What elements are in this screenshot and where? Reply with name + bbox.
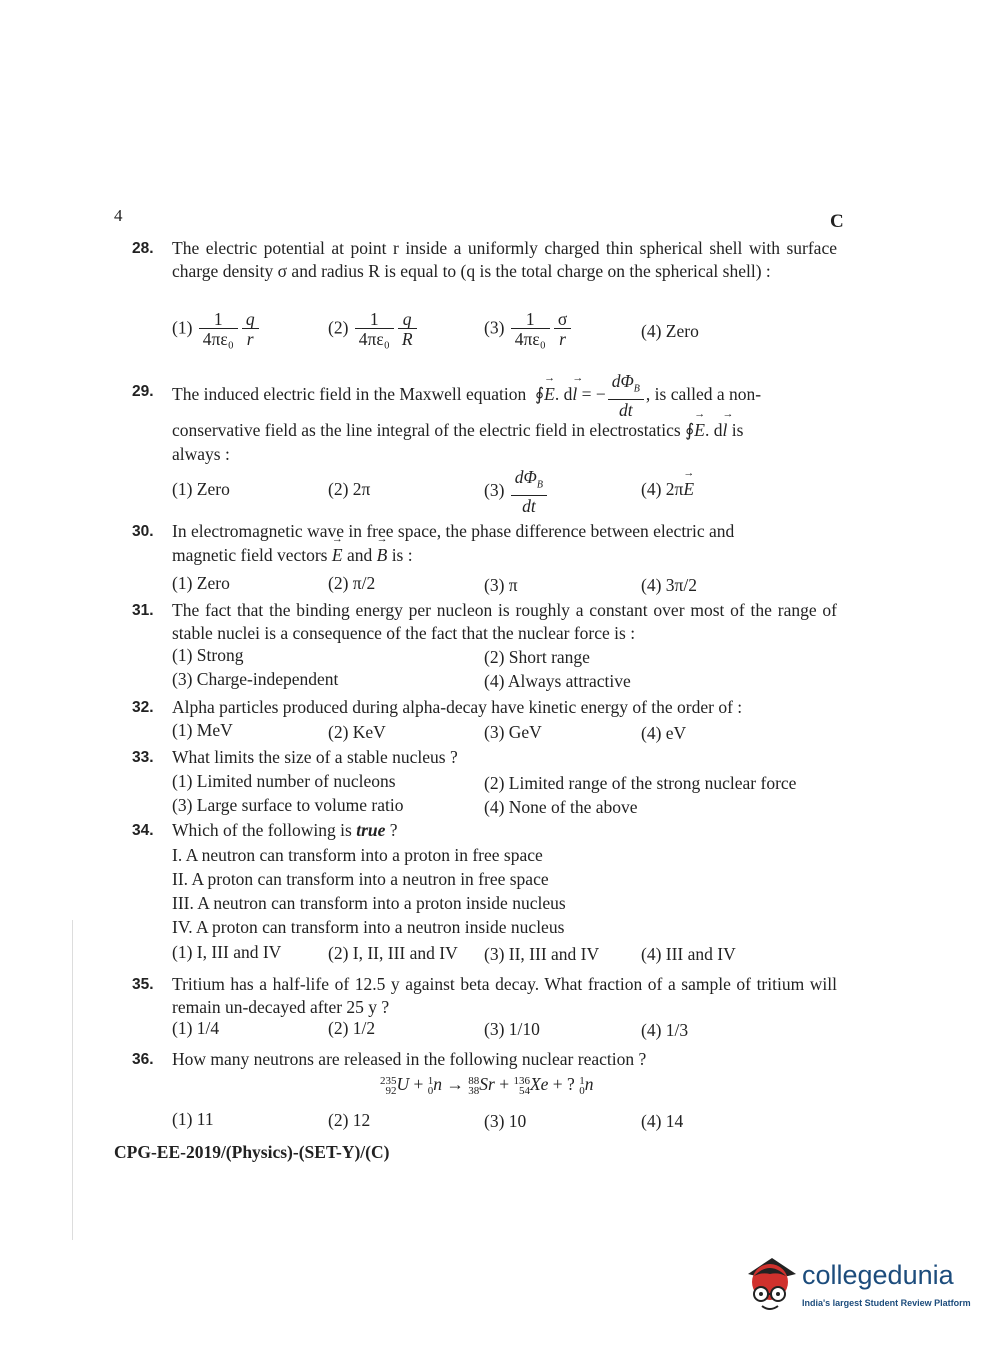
logo-name: collegedunia [802,1260,954,1290]
option-4: (4) None of the above [484,797,638,817]
logo-tagline: India's largest Student Review Platform [802,1298,971,1308]
option-4: (4) III and IV [641,944,736,964]
option-2: (2) 12 [328,1110,371,1130]
option-4: (4) eV [641,723,687,743]
question-text-line-2 [172,420,834,441]
fraction [554,310,571,349]
text: and [346,545,373,565]
nuclear-reaction-equation: 235 92U + 1 0n → 88 38Sr + 136 54Xe + ? 1 0n [380,1074,594,1097]
option-3: (3) 10 [484,1111,527,1131]
fraction [398,310,417,349]
option-4 [641,479,694,500]
vector-e: → E [683,479,694,500]
option-1: (1) 11 [172,1109,214,1129]
option-1: (1) Strong [172,645,244,665]
numerator: q [398,310,417,329]
option-1: (1) MeV [172,720,233,740]
question-32 [132,696,837,722]
fraction [199,310,238,349]
statement-4: IV. A proton can transform into a neutron inside nucleus [172,917,565,937]
option-2: (2) 1/2 [328,1018,376,1038]
question-text-line-3: always : [172,444,230,464]
emphasis: true [356,820,386,840]
text: The induced electric field in the Maxwell equation [172,383,527,404]
option-4: (4) 14 [641,1111,684,1131]
option-label: (3) [484,479,505,500]
option-1: (1) Limited number of nucleons [172,771,396,791]
question-text [172,819,837,842]
paper-code: CPG-EE-2019/(Physics)-(SET-Y)/(C) [114,1142,390,1162]
line-integral: ∮→ E. d→ l [685,420,727,440]
option-3 [484,468,549,516]
option-label: (2) [328,317,349,338]
option-3: (3) GeV [484,722,542,742]
fraction [511,310,550,349]
question-number: 35. [132,976,154,993]
margin-line [72,920,73,1240]
option-3: (3) II, III and IV [484,944,600,964]
text: magnetic field vectors [172,545,328,565]
option-label: (3) [484,317,505,338]
numerator: 1 [511,310,550,329]
denominator: 4πε₀ [202,329,234,349]
question-number: 30. [132,523,154,540]
numerator: 1 [199,310,238,329]
question-33 [132,746,837,772]
denominator: r [559,329,566,349]
subscript: B [536,479,543,491]
numerator: σ [554,310,571,329]
fraction [608,372,644,420]
subscript: B [633,383,640,395]
question-36 [132,1048,837,1074]
question-number: 34. [132,822,154,839]
question-text-line-2 [172,545,413,566]
option-4: (4) Always attractive [484,671,631,691]
denominator: dt [618,399,633,420]
question-34 [132,819,837,845]
numerator: 1 [355,310,394,329]
numerator: q [242,310,259,329]
question-text: The electric potential at point r inside a uniformly charged thin spherical shell with surface charge density σ and radius R is equal to (q is the total charge on the spherical shell) : [172,238,837,281]
option-4: (4) 3π/2 [641,575,697,595]
question-text: In electromagnetic wave in free space, the phase difference between electric and [172,521,735,541]
denominator: r [246,329,254,349]
statement-3: III. A neutron can transform into a proton inside nucleus [172,893,566,913]
question-number: 31. [132,602,154,619]
statement-1: I. A neutron can transform into a proton in free space [172,845,543,865]
option-2: (2) Limited range of the strong nuclear force [484,773,797,793]
option-2: (2) I, II, III and IV [328,943,458,963]
question-number: 32. [132,699,154,716]
page-number: 4 [114,206,123,225]
numerator: dΦ [514,467,537,487]
text: Which of the following is [172,820,352,840]
statement-2: II. A proton can transform into a neutron in free space [172,869,549,889]
question-number: 28. [132,240,154,257]
option-3 [484,310,573,349]
denominator: 4πε₀ [358,329,390,349]
denominator: dt [522,495,536,516]
fraction [355,310,394,349]
option-4: (4) Zero [641,321,699,341]
set-letter: C [830,211,844,232]
numerator: dΦ [611,371,634,391]
text: is : [391,545,413,565]
text: is [731,420,744,440]
question-number: 29. [132,383,154,400]
option-3: (3) Charge-independent [172,669,339,689]
question-text: How many neutrons are released in the following nuclear reaction ? [172,1049,647,1069]
option-label: (1) [172,317,193,338]
collegedunia-logo [742,1250,972,1320]
text: ? [389,820,398,840]
option-2 [328,310,419,349]
question-35 [132,973,837,1023]
denominator: 4πε₀ [514,329,546,349]
option-1: (1) Zero [172,573,230,593]
vector-e: → E [332,545,343,566]
question-text: What limits the size of a stable nucleus ? [172,747,458,767]
mascot-icon [742,1250,800,1316]
question-text: Alpha particles produced during alpha-decay have kinetic energy of the order of : [172,697,743,717]
text: , is called a non- [645,383,762,404]
option-1: (1) 1/4 [172,1018,220,1038]
option-3: (3) 1/10 [484,1019,540,1039]
question-number: 36. [132,1051,154,1068]
denominator: R [401,329,413,349]
option-2: (2) Short range [484,647,590,667]
option-3: (3) π [484,575,518,595]
option-2: (2) π/2 [328,573,376,593]
option-1 [172,310,261,349]
option-2: (2) 2π [328,479,371,499]
fraction [242,310,259,349]
vector-b: → B [377,545,388,566]
question-text: Tritium has a half-life of 12.5 y against beta decay. What fraction of a sample of tritium will remain un-decayed after 25 y ? [172,974,837,1017]
option-3: (3) Large surface to volume ratio [172,795,404,815]
fraction [511,468,547,516]
question-number: 33. [132,749,154,766]
option-1: (1) I, III and IV [172,942,282,962]
question-text: The fact that the binding energy per nucleon is roughly a constant over most of the range of stable nuclei is a consequence of the fact that the nuclear force is : [172,600,837,643]
question-31 [132,599,837,649]
text: conservative field as the line integral of the electric field in electrostatics [172,420,681,440]
option-1: (1) Zero [172,479,230,499]
option-2: (2) KeV [328,722,386,742]
option-label: (4) 2π [641,479,684,499]
option-4: (4) 1/3 [641,1020,689,1040]
question-text-line-1 [172,372,761,420]
line-integral: ∮→ E. d→ l = − [531,384,606,404]
